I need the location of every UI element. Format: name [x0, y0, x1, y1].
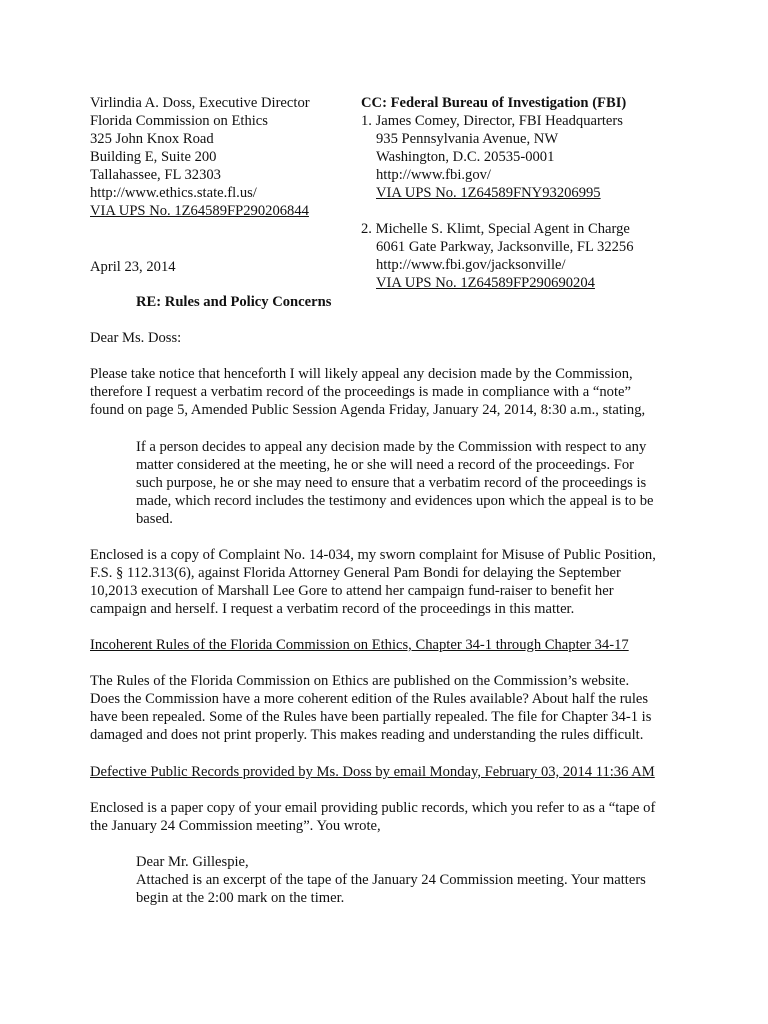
cc-heading: CC: Federal Bureau of Investigation (FBI) [361, 95, 627, 111]
paragraph-line: The Rules of the Florida Commission on Ethics are published on the Commission’s website. [90, 673, 630, 689]
letter-date: April 23, 2014 [90, 259, 176, 275]
quote-line: Dear Mr. Gillespie, [136, 854, 249, 870]
quote-line: If a person decides to appeal any decision made by the Commission with respect to any [136, 439, 647, 455]
paragraph-line: the January 24 Commission meeting”. You wrote, [90, 818, 381, 834]
paragraph-line: have been repealed. Some of the Rules have been partially repealed. The file for Chapter 34-1 is [90, 709, 652, 725]
cc-recipient2-line: 2. Michelle S. Klimt, Special Agent in Charge [361, 221, 630, 237]
sender-line: Building E, Suite 200 [90, 149, 217, 165]
paragraph-line: Does the Commission have a more coherent edition of the Rules available? About half the rules [90, 691, 649, 707]
cc-recipient1-via-ups: VIA UPS No. 1Z64589FNY93206995 [376, 185, 601, 201]
cc-recipient2-line: 6061 Gate Parkway, Jacksonville, FL 32256 [376, 239, 634, 255]
re-line: RE: Rules and Policy Concerns [136, 294, 332, 310]
sender-line: Virlindia A. Doss, Executive Director [90, 95, 310, 111]
cc-recipient2-url: http://www.fbi.gov/jacksonville/ [376, 257, 566, 273]
paragraph-line: found on page 5, Amended Public Session Agenda Friday, January 24, 2014, 8:30 a.m., stating, [90, 402, 646, 418]
cc-recipient1-line: 1. James Comey, Director, FBI Headquarters [361, 113, 623, 129]
quote-line: matter considered at the meeting, he or she will need a record of the proceedings. For [136, 457, 635, 473]
section-heading: Incoherent Rules of the Florida Commission on Ethics, Chapter 34-1 through Chapter 34-17 [90, 637, 629, 653]
quote-line: made, which record includes the testimony and evidences upon which the appeal is to be [136, 493, 654, 509]
paragraph-line: campaign and herself. I request a verbatim record of the proceedings in this matter. [90, 601, 575, 617]
salutation: Dear Ms. Doss: [90, 330, 182, 346]
sender-line: Florida Commission on Ethics [90, 113, 268, 129]
sender-line: 325 John Knox Road [90, 131, 214, 147]
paragraph-line: therefore I request a verbatim record of the proceedings is made in compliance with a “note” [90, 384, 631, 400]
paragraph-line: F.S. § 112.313(6), against Florida Attorney General Pam Bondi for delaying the September [90, 565, 621, 581]
quote-line: Attached is an excerpt of the tape of the January 24 Commission meeting. Your matters [136, 872, 646, 888]
quote-line: based. [136, 511, 173, 527]
paragraph-line: Enclosed is a paper copy of your email providing public records, which you refer to as a “tape of [90, 800, 656, 816]
quote-line: such purpose, he or she may need to ensure that a verbatim record of the proceedings is [136, 475, 647, 491]
sender-url: http://www.ethics.state.fl.us/ [90, 185, 257, 201]
paragraph-line: Please take notice that henceforth I will likely appeal any decision made by the Commission, [90, 366, 633, 382]
section-heading: Defective Public Records provided by Ms. Doss by email Monday, February 03, 2014 11:36 AM [90, 764, 655, 780]
sender-via-ups: VIA UPS No. 1Z64589FP290206844 [90, 203, 309, 219]
cc-recipient1-line: Washington, D.C. 20535-0001 [376, 149, 555, 165]
sender-line: Tallahassee, FL 32303 [90, 167, 221, 183]
cc-recipient2-via-ups: VIA UPS No. 1Z64589FP290690204 [376, 275, 595, 291]
quote-line: begin at the 2:00 mark on the timer. [136, 890, 345, 906]
paragraph-line: Enclosed is a copy of Complaint No. 14-034, my sworn complaint for Misuse of Public Position, [90, 547, 656, 563]
cc-recipient1-url: http://www.fbi.gov/ [376, 167, 491, 183]
paragraph-line: 10,2013 execution of Marshall Lee Gore to attend her campaign fund-raiser to benefit her [90, 583, 614, 599]
paragraph-line: damaged and does not print properly. This makes reading and understanding the rules difficult. [90, 727, 644, 743]
cc-recipient1-line: 935 Pennsylvania Avenue, NW [376, 131, 559, 147]
